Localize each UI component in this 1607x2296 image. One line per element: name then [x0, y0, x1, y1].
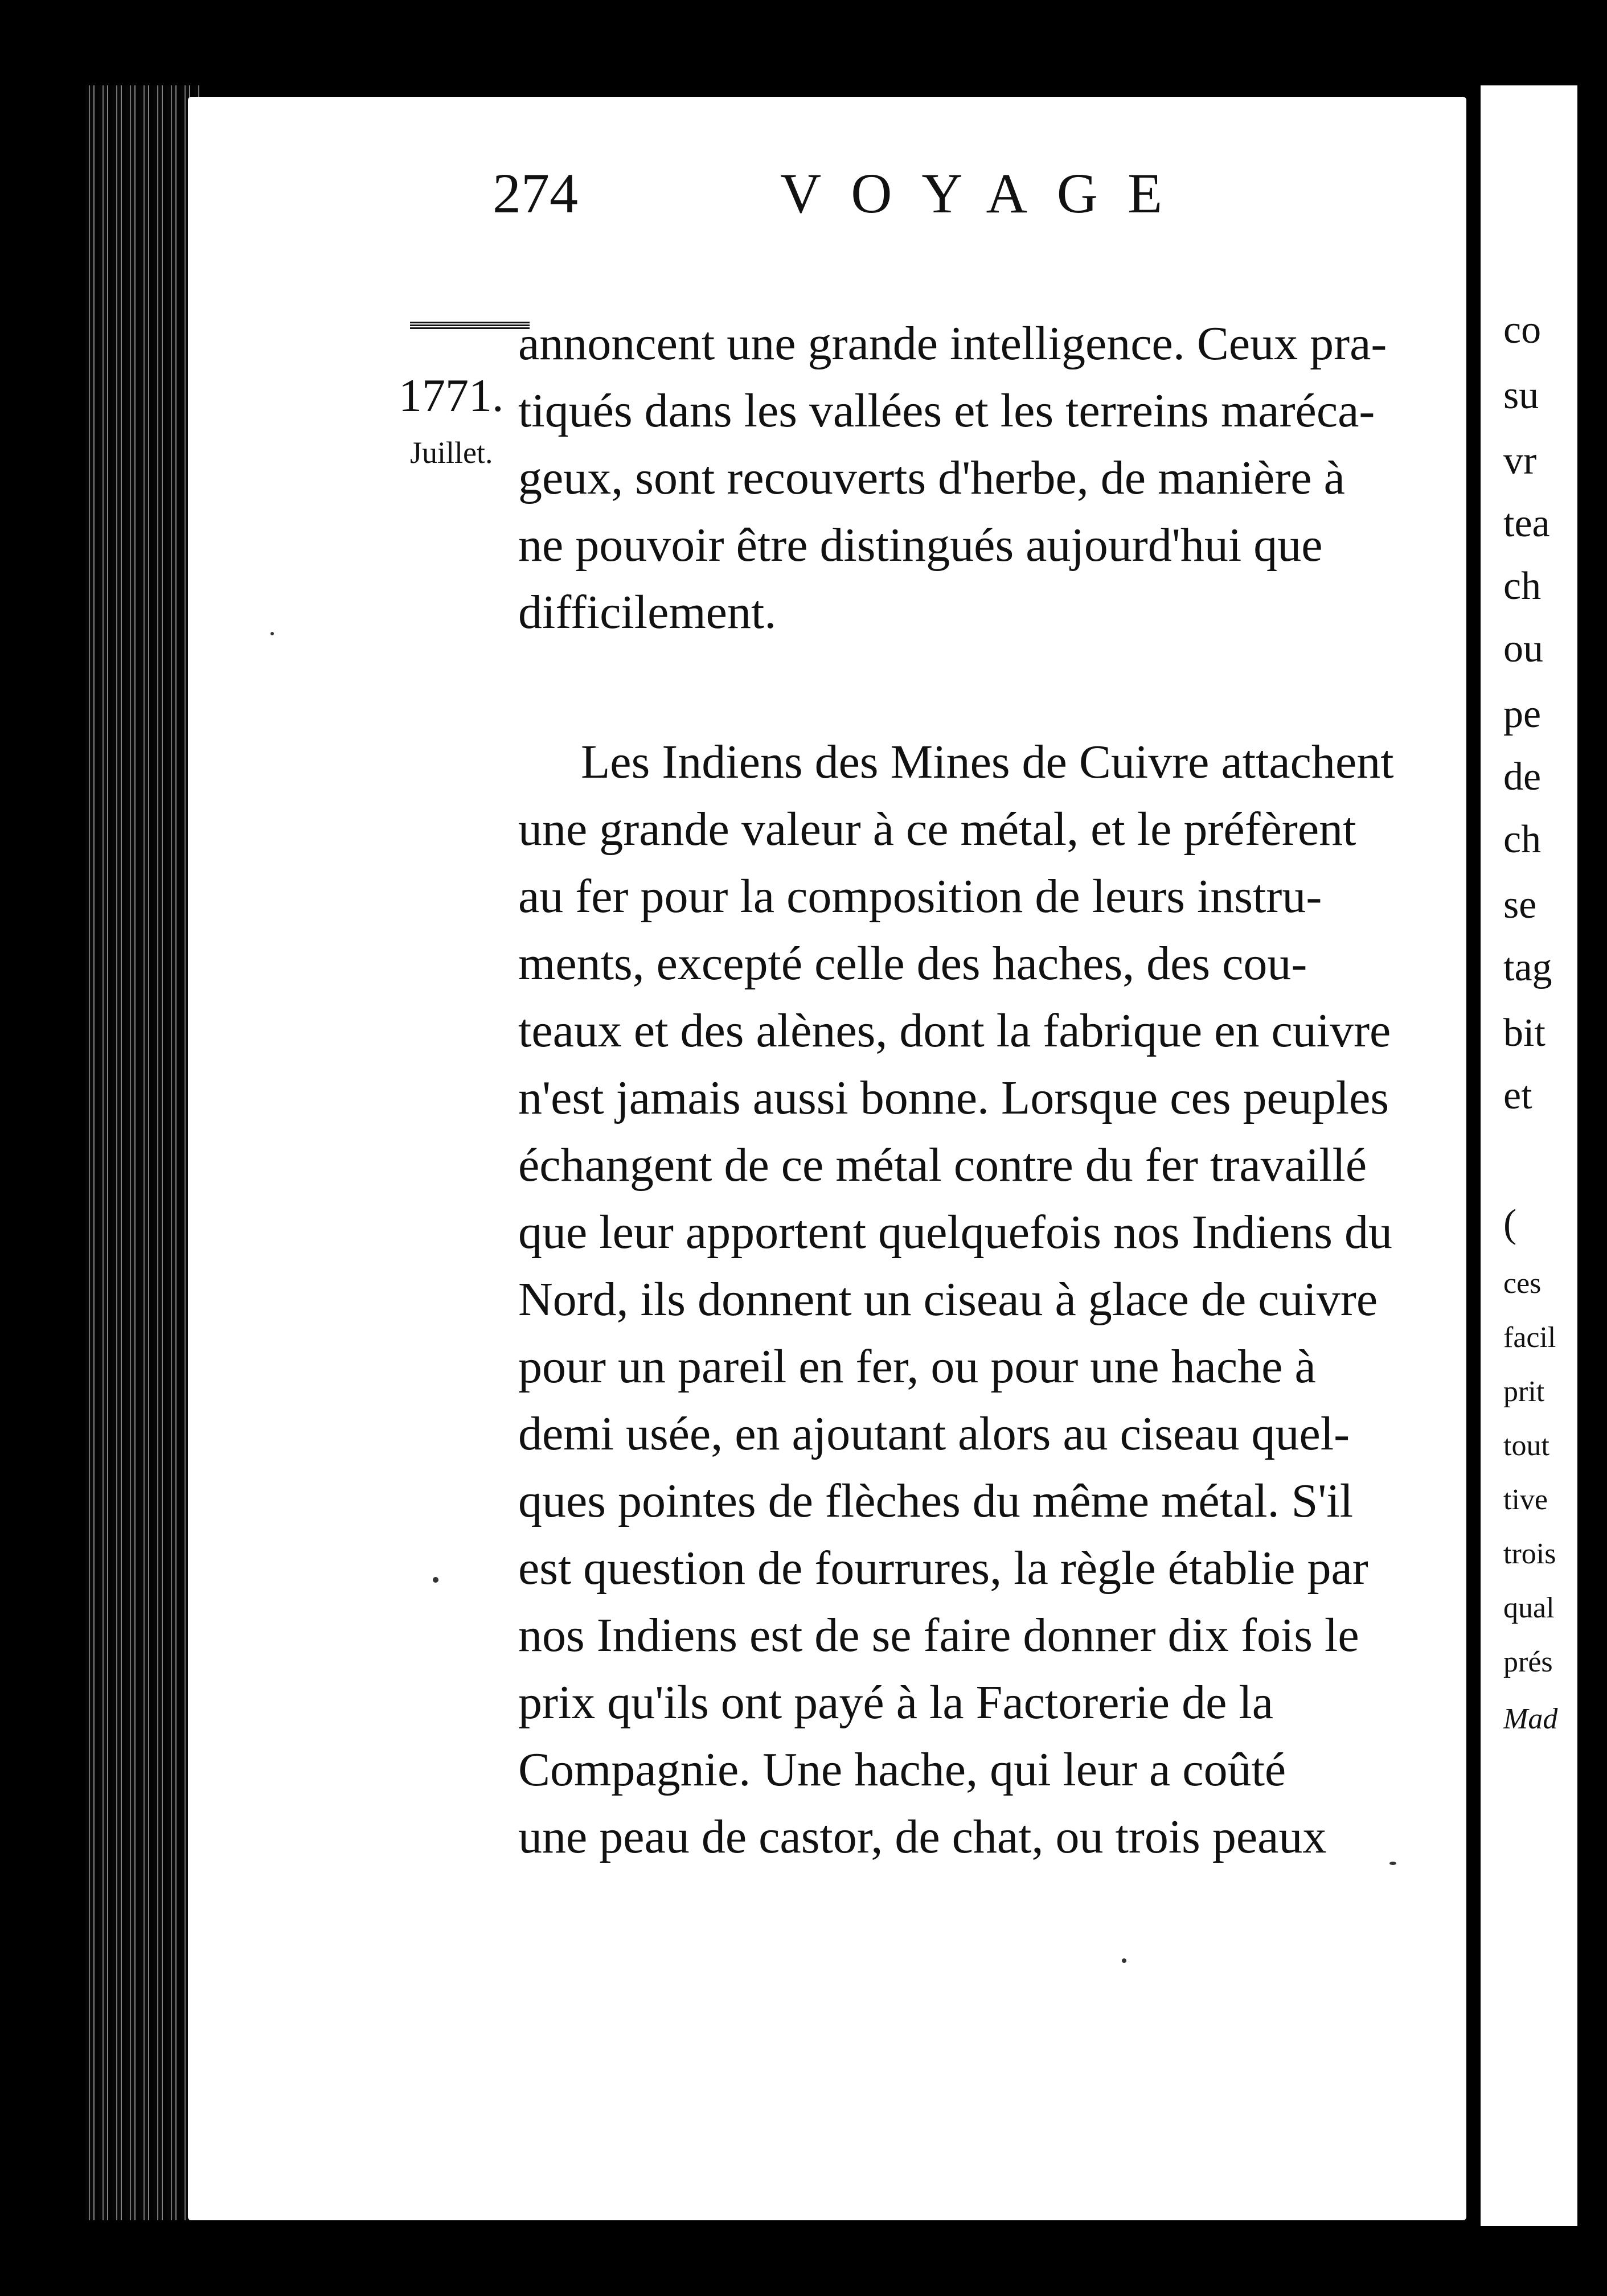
- fragment: vr: [1503, 439, 1537, 483]
- fragment: prés: [1503, 1646, 1553, 1678]
- paper-speck: [433, 1577, 438, 1583]
- text-line: pour un pareil en fer, ou pour une hache à: [518, 1340, 1316, 1393]
- margin-month: Juillet.: [410, 436, 493, 470]
- paper-speck: [1122, 1958, 1126, 1963]
- text-line: ques pointes de flèches du même métal. S'il: [518, 1474, 1354, 1527]
- fragment: ou: [1503, 627, 1543, 671]
- fragment: su: [1503, 373, 1539, 417]
- fragment: co: [1503, 308, 1542, 352]
- fragment: de: [1503, 755, 1542, 799]
- text-line: une peau de castor, de chat, ou trois peaux: [518, 1810, 1327, 1863]
- fragment: ch: [1503, 818, 1542, 861]
- fragment: tea: [1503, 502, 1550, 545]
- running-title: VOYAGE: [780, 162, 1192, 225]
- text-line: Nord, ils donnent un ciseau à glace de cuivre: [518, 1273, 1378, 1326]
- text-line: ments, excepté celle des haches, des cou-: [518, 937, 1307, 990]
- paper-speck: [1389, 1862, 1396, 1865]
- text-line: nos Indiens est de se faire donner dix fois le: [518, 1609, 1359, 1662]
- fragment: tive: [1503, 1484, 1548, 1516]
- text-line: n'est jamais aussi bonne. Lorsque ces peuples: [518, 1071, 1389, 1124]
- fragment: facil: [1503, 1321, 1556, 1354]
- margin-rule: [410, 322, 530, 330]
- text-line: Compagnie. Une hache, qui leur a coûté: [518, 1743, 1286, 1796]
- text-line: Les Indiens des Mines de Cuivre attachent: [581, 736, 1394, 788]
- paper-speck: [270, 632, 274, 635]
- margin-year: 1771.: [399, 369, 504, 421]
- text-line: geux, sont recouverts d'herbe, de manière à: [518, 451, 1345, 504]
- text-line: demi usée, en ajoutant alors au ciseau quel-: [518, 1407, 1350, 1460]
- text-line: une grande valeur à ce métal, et le préfèrent: [518, 803, 1356, 856]
- text-line: au fer pour la composition de leurs instru-: [518, 870, 1322, 923]
- body-text: [518, 310, 1600, 1871]
- text-line: difficilement.: [518, 586, 777, 639]
- text-line: tiqués dans les vallées et les terreins maréca-: [518, 384, 1375, 437]
- fragment: et: [1503, 1074, 1532, 1118]
- fragment: pe: [1503, 692, 1542, 736]
- page-number: 274: [493, 162, 578, 225]
- fragment: ch: [1503, 564, 1542, 608]
- fragment: trois: [1503, 1538, 1556, 1570]
- text-line: teaux et des alènes, dont la fabrique en cuivre: [518, 1004, 1391, 1057]
- fragment: tout: [1503, 1430, 1549, 1462]
- fragment: (: [1503, 1202, 1517, 1246]
- text-line: que leur apportent quelquefois nos Indiens du: [518, 1206, 1392, 1259]
- text-line: échangent de ce métal contre du fer travaillé: [518, 1139, 1367, 1192]
- text-line: ne pouvoir être distingués aujourd'hui que: [518, 519, 1323, 572]
- fragment: bit: [1503, 1011, 1545, 1055]
- text-line: prix qu'ils ont payé à la Factorerie de la: [518, 1676, 1273, 1729]
- paragraph-gap: [518, 646, 1600, 729]
- book-binding-edge: [85, 85, 199, 2220]
- fragment: ces: [1503, 1267, 1542, 1300]
- text-line: annoncent une grande intelligence. Ceux pra-: [518, 317, 1387, 370]
- fragment: se: [1503, 883, 1537, 927]
- fragment: Mad: [1503, 1703, 1558, 1735]
- text-line: est question de fourrures, la règle établie par: [518, 1542, 1368, 1595]
- fragment: qual: [1503, 1592, 1555, 1624]
- fragment: tag: [1503, 946, 1552, 989]
- running-head: [188, 154, 1466, 233]
- fragment: prit: [1503, 1375, 1545, 1408]
